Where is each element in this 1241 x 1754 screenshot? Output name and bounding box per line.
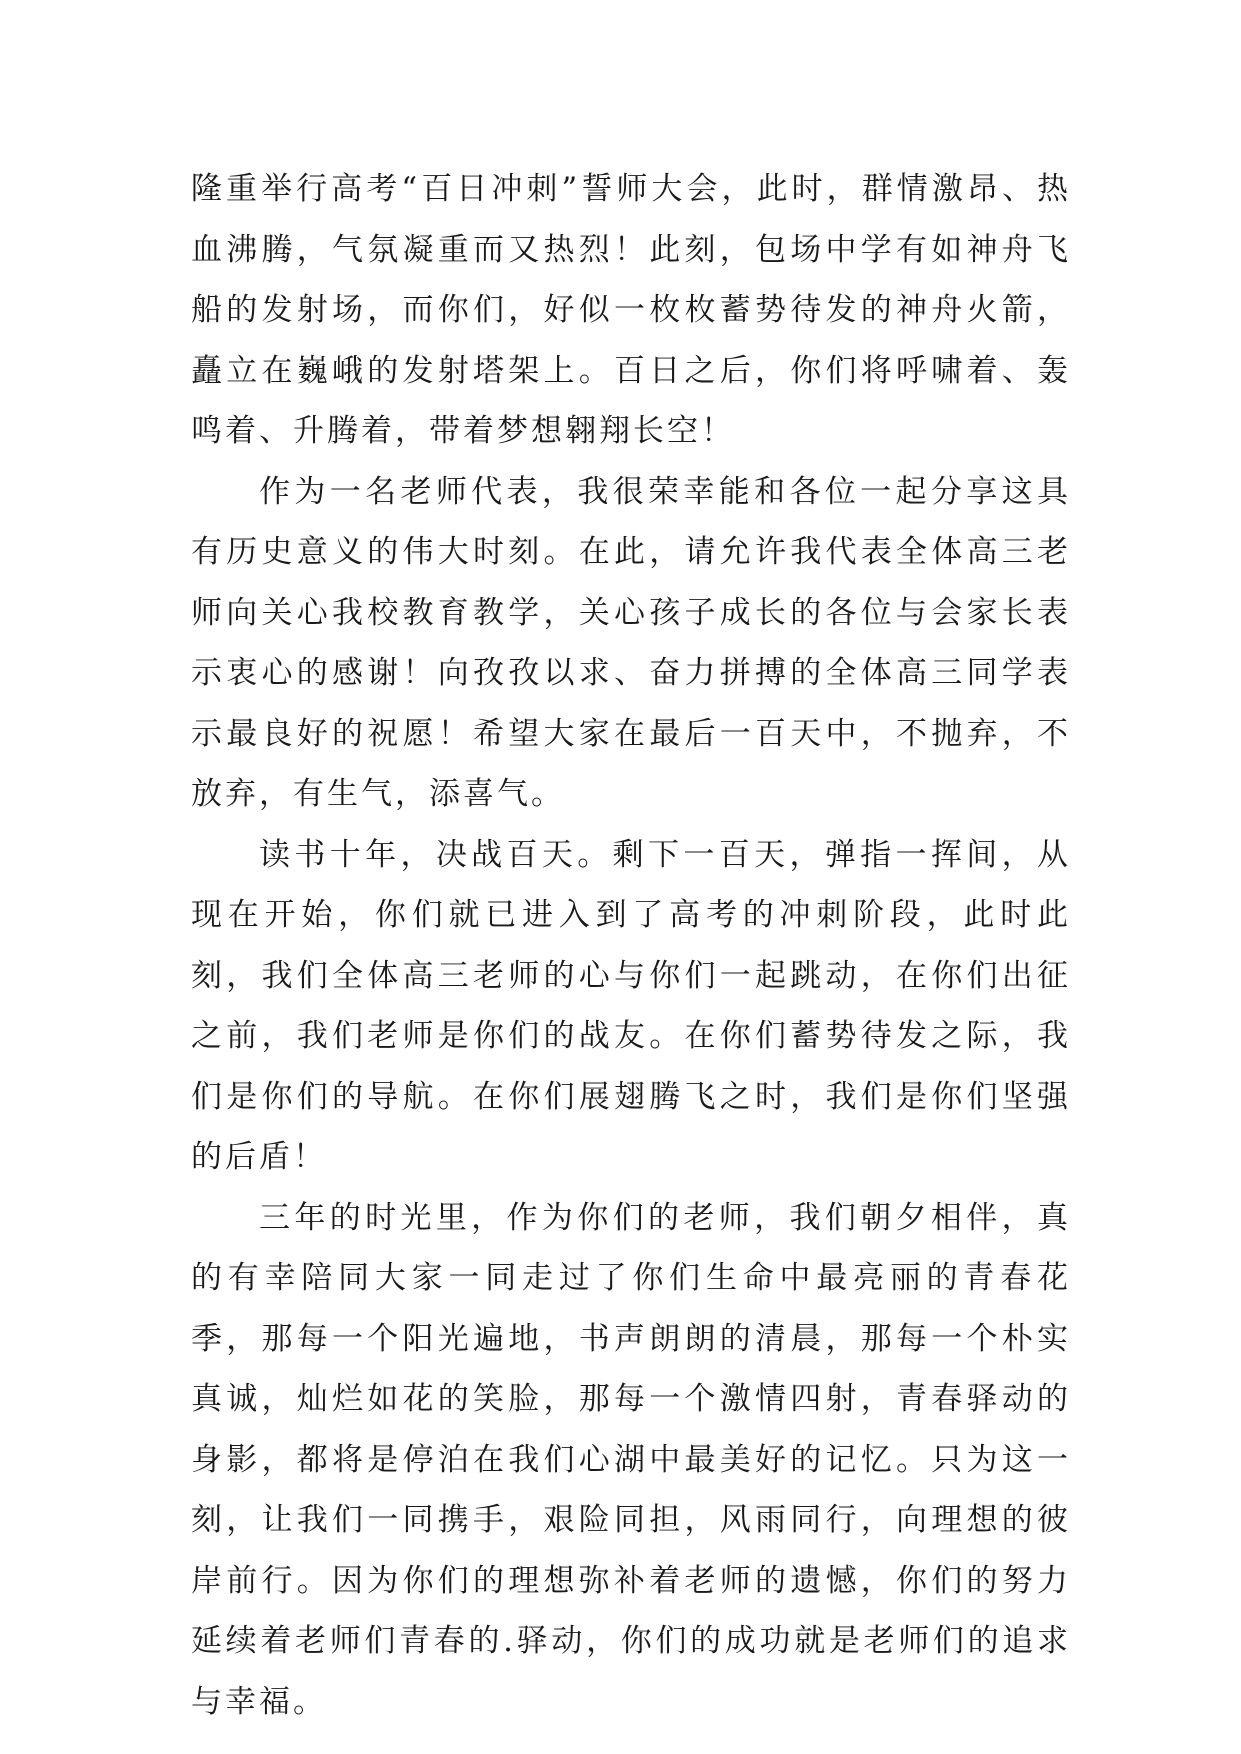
paragraph-4: 三年的时光里，作为你们的老师，我们朝夕相伴，真的有幸陪同大家一同走过了你们生命中最亮丽的青春花季，那每一个阳光遍地，书声朗朗的清晨，那每一个朴实真诚，灿烂如花的笑脸，那每一个激情四射，青春驿动的身影，都将是停泊在我们心湖中最美好的记忆。只为这一刻，让我们一同携手，艰险同担，风雨同行，向理想的彼岸前行。因为你们的理想弥补着老师的遗憾，你们的努力延续着老师们青春的.驿动，你们的成功就是老师们的追求与幸福。: [191, 1199, 1071, 1720]
paragraph-2: 作为一名老师代表，我很荣幸能和各位一起分享这具有历史意义的伟大时刻。在此，请允许我代表全体高三老师向关心我校教育教学，关心孩子成长的各位与会家长表示衷心的感谢！向孜孜以求、奋力拼搏的全体高三同学表示最良好的祝愿！希望大家在最后一百天中，不抛弃，不放弃，有生气，添喜气。: [191, 473, 1071, 812]
paragraph-3: 读书十年，决战百天。剩下一百天，弹指一挥间，从现在开始，你们就已进入到了高考的冲刺阶段，此时此刻，我们全体高三老师的心与你们一起跳动，在你们出征之前，我们老师是你们的战友。在你们蓄势待发之际，我们是你们的导航。在你们展翅腾飞之时，我们是你们坚强的后盾！: [191, 836, 1071, 1175]
paragraph-1: 隆重举行高考“百日冲刺”誓师大会，此时，群情激昂、热血沸腾，气氛凝重而又热烈！此刻，包场中学有如神舟飞船的发射场，而你们，好似一枚枚蓄势待发的神舟火箭，矗立在巍峨的发射塔架上。百日之后，你们将呼啸着、轰鸣着、升腾着，带着梦想翱翔长空！: [191, 171, 1071, 449]
body-text: [191, 159, 1071, 1732]
